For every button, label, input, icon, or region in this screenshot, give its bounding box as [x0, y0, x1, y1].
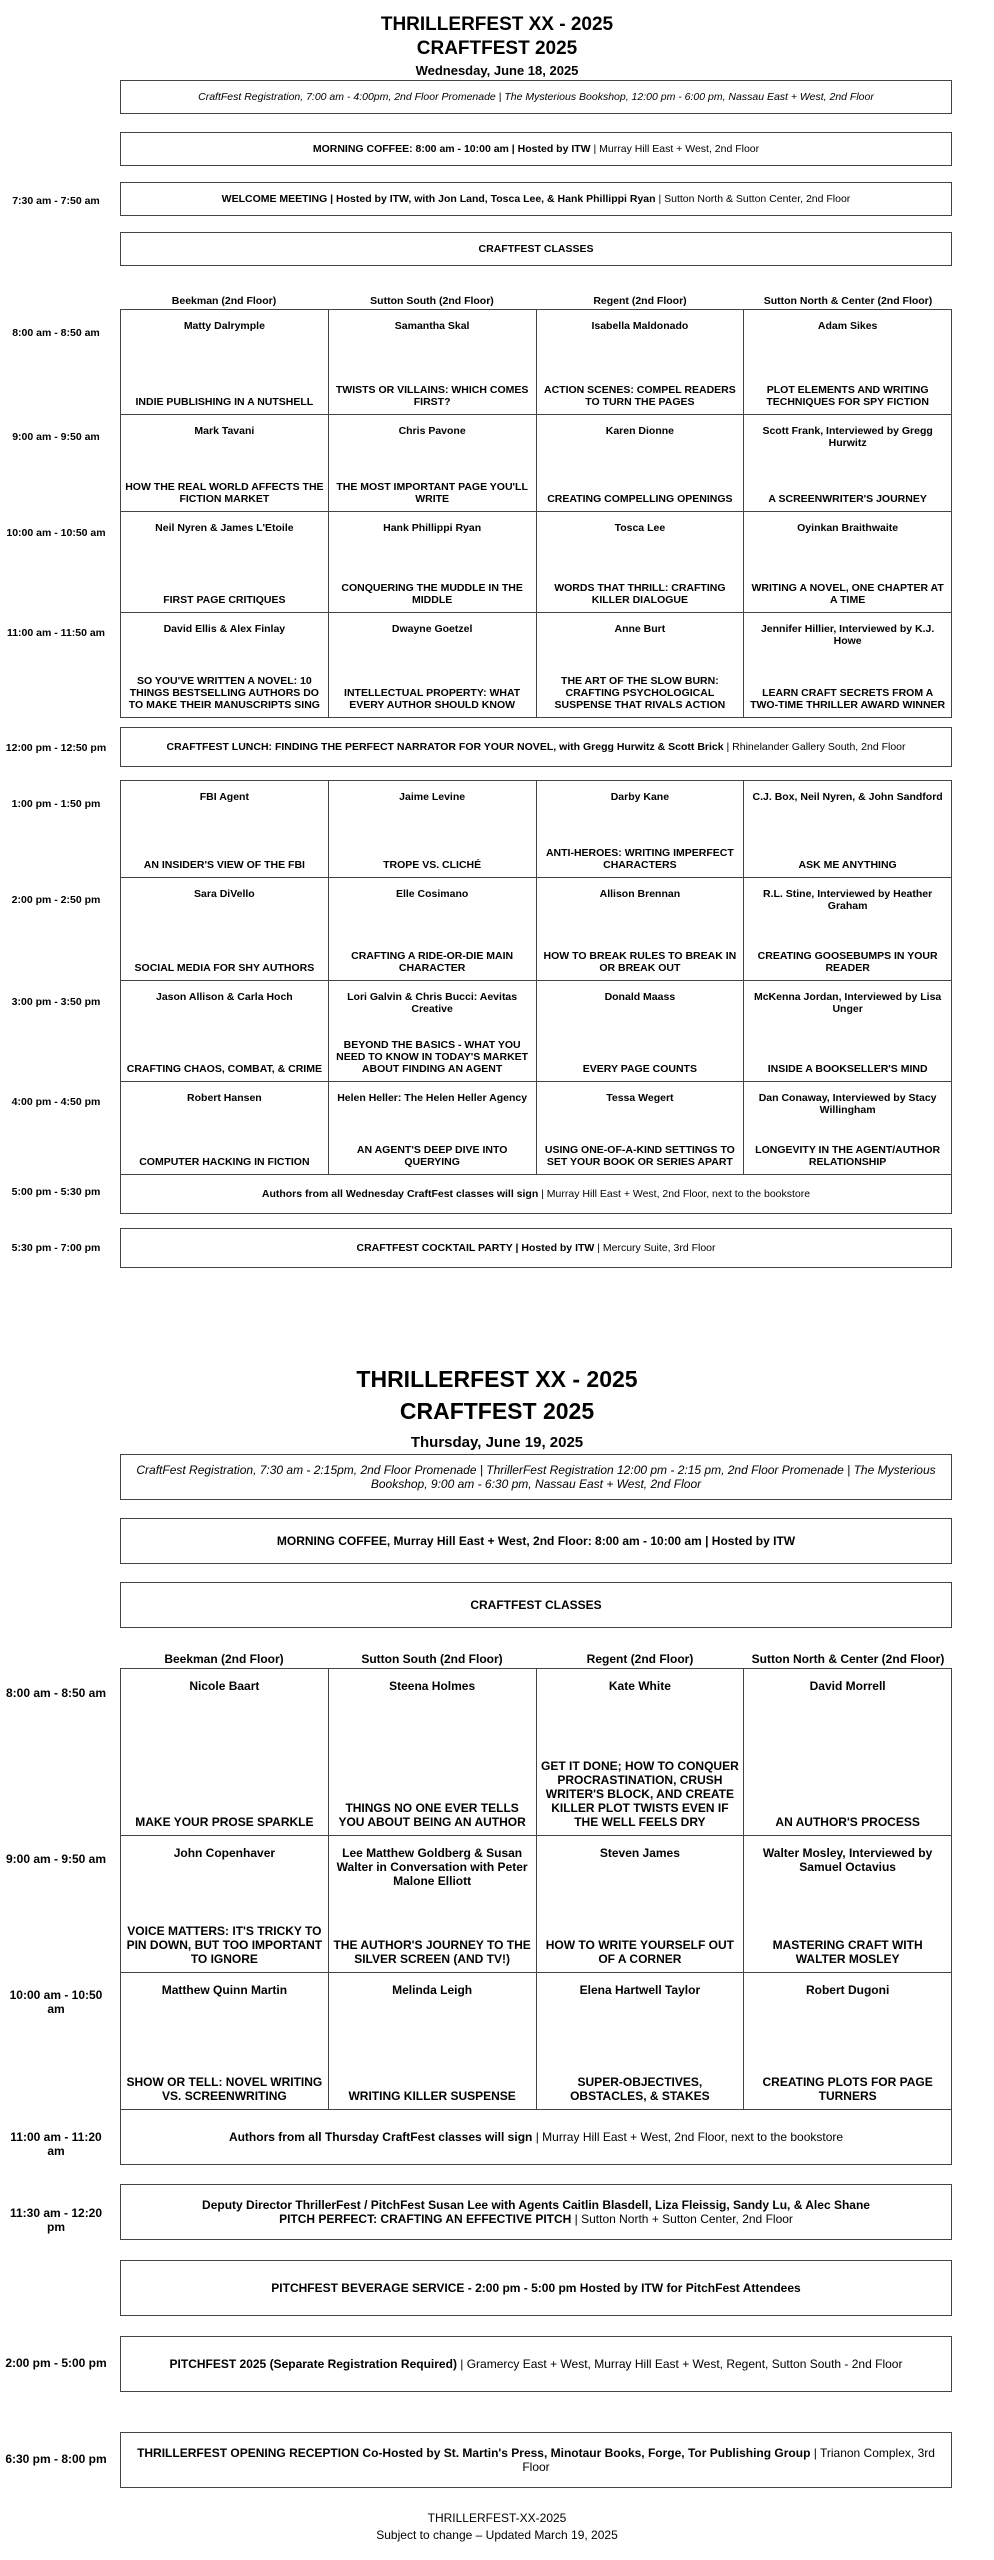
day1-date: Wednesday, June 18, 2025: [415, 63, 579, 78]
day2-pitch-perfect: Deputy Director ThrillerFest / PitchFest Susan Lee with Agents Caitlin Blasdell, Liza Fleissig, Sandy Lu, & Alec Shane PITCH PERFECT: CRAFTING AN EFFECTIVE PITCH | Sutton North + Sutton Center, 2nd Floor: [120, 2184, 952, 2240]
time-label: 2:00 pm - 2:50 pm: [11, 894, 101, 906]
session-speaker: C.J. Box, Neil Nyren, & John Sandford: [752, 791, 943, 803]
session-cell: [328, 310, 536, 415]
session-cell: [328, 781, 536, 878]
session-cell: [328, 512, 536, 613]
session-cell: [536, 878, 744, 981]
session-title: FIRST PAGE CRITIQUES: [163, 594, 286, 606]
day2-registration: CraftFest Registration, 7:30 am - 2:15pm, 2nd Floor Promenade | ThrillerFest Registration 12:00 pm - 2:15 pm, 2nd Floor Promenade | The Mysterious Bookshop, 9:00 am - 6:30 pm, Nassau East + West, 2nd Floor: [120, 1454, 952, 1500]
session-title: INTELLECTUAL PROPERTY: WHAT EVERY AUTHOR SHOULD KNOW: [344, 687, 521, 711]
session-cell: [744, 613, 952, 718]
session-speaker: Robert Dugoni: [805, 1983, 890, 1997]
session-title: CREATING COMPELLING OPENINGS: [547, 493, 733, 505]
time-label: 10:00 am - 10:50 am: [6, 527, 106, 539]
schedule-row: [121, 878, 952, 981]
session-speaker: Robert Hansen: [187, 1092, 262, 1104]
session-title: AN AUTHOR'S PROCESS: [775, 1815, 920, 1829]
session-speaker: Jason Allison & Carla Hoch: [156, 991, 293, 1003]
session-title: CRAFTING CHAOS, COMBAT, & CRIME: [126, 1063, 322, 1075]
session-speaker: Dwayne Goetzel: [391, 623, 473, 635]
session-speaker: Matthew Quinn Martin: [161, 1983, 288, 1997]
session-cell: [121, 1973, 329, 2110]
session-title: SHOW OR TELL: NOVEL WRITING VS. SCREENWRITING: [126, 2075, 323, 2103]
footer-event: THRILLERFEST-XX-2025: [427, 2511, 567, 2525]
session-cell: [328, 613, 536, 718]
day2-pitchfest: PITCHFEST 2025 (Separate Registration Required) | Gramercy East + West, Murray Hill East + West, Regent, Sutton South - 2nd Floor: [120, 2336, 952, 2392]
session-title: EVERY PAGE COUNTS: [582, 1063, 697, 1075]
session-title: PLOT ELEMENTS AND WRITING TECHNIQUES FOR SPY FICTION: [766, 384, 929, 408]
session-title: USING ONE-OF-A-KIND SETTINGS TO SET YOUR BOOK OR SERIES APART: [544, 1144, 735, 1168]
schedule-row: [121, 415, 952, 512]
time-label: 11:00 am - 11:20 am: [10, 2130, 102, 2158]
session-title: HOW TO WRITE YOURSELF OUT OF A CORNER: [545, 1938, 734, 1966]
day2-beverage-service: PITCHFEST BEVERAGE SERVICE - 2:00 pm - 5:00 pm Hosted by ITW for PitchFest Attendees: [120, 2260, 952, 2316]
time-label: 5:30 pm - 7:00 pm: [11, 1242, 101, 1254]
session-cell: [328, 878, 536, 981]
time-label: 6:30 pm - 8:00 pm: [5, 2452, 107, 2466]
session-cell: [121, 981, 329, 1082]
session-title: THINGS NO ONE EVER TELLS YOU ABOUT BEING AN AUTHOR: [338, 1801, 526, 1829]
session-cell: [744, 1973, 952, 2110]
day1-registration: CraftFest Registration, 7:00 am - 4:00pm, 2nd Floor Promenade | The Mysterious Bookshop, 12:00 pm - 6:00 pm, Nassau East + West, 2nd Floor: [120, 80, 952, 114]
schedule-row: [121, 1082, 952, 1175]
session-cell: [328, 981, 536, 1082]
session-speaker: Chris Pavone: [398, 425, 466, 437]
session-title: ANTI-HEROES: WRITING IMPERFECT CHARACTERS: [545, 847, 734, 871]
session-cell: [328, 415, 536, 512]
session-title: HOW TO BREAK RULES TO BREAK IN OR BREAK OUT: [543, 950, 737, 974]
session-cell: [121, 613, 329, 718]
day2-classes-label: CRAFTFEST CLASSES: [120, 1582, 952, 1628]
session-cell: [536, 613, 744, 718]
session-title: COMPUTER HACKING IN FICTION: [139, 1156, 310, 1168]
session-cell: [744, 512, 952, 613]
session-title: AN INSIDER'S VIEW OF THE FBI: [143, 859, 305, 871]
schedule-row: [121, 1669, 952, 1836]
session-cell: [536, 981, 744, 1082]
day2-schedule: [120, 1668, 952, 2110]
time-label: 12:00 pm - 12:50 pm: [5, 742, 107, 754]
session-speaker: Allison Brennan: [599, 888, 681, 900]
session-speaker: Helen Heller: The Helen Heller Agency: [337, 1092, 528, 1104]
session-speaker: Tessa Wegert: [606, 1092, 674, 1104]
session-speaker: Oyinkan Braithwaite: [797, 522, 899, 534]
time-label: 8:00 am - 8:50 am: [5, 1686, 107, 1700]
session-speaker: Steven James: [599, 1846, 680, 1860]
schedule-row: [121, 1973, 952, 2110]
session-title: MASTERING CRAFT WITH WALTER MOSLEY: [772, 1938, 923, 1966]
time-label: 10:00 am - 10:50 am: [9, 1988, 103, 2016]
session-cell: [744, 981, 952, 1082]
time-label: 8:00 am - 8:50 am: [12, 327, 100, 339]
session-cell: [328, 1082, 536, 1175]
day2-date: Thursday, June 19, 2025: [410, 1434, 584, 1451]
session-title: LEARN CRAFT SECRETS FROM A TWO-TIME THRILLER AWARD WINNER: [750, 687, 946, 711]
session-title: MAKE YOUR PROSE SPARKLE: [135, 1815, 314, 1829]
session-cell: [536, 1669, 744, 1836]
schedule-row: [121, 613, 952, 718]
session-cell: [744, 781, 952, 878]
session-speaker: R.L. Stine, Interviewed by Heather Graham: [763, 888, 933, 912]
session-cell: [744, 310, 952, 415]
session-title: BEYOND THE BASICS - WHAT YOU NEED TO KNOW IN TODAY'S MARKET ABOUT FINDING AN AGENT: [336, 1039, 529, 1075]
room-header: Sutton South (2nd Floor): [370, 295, 494, 307]
day2-title: THRILLERFEST XX - 2025: [356, 1366, 638, 1392]
session-cell: [121, 781, 329, 878]
session-cell: [328, 1836, 536, 1973]
session-speaker: FBI Agent: [199, 791, 249, 803]
session-speaker: Isabella Maldonado: [591, 320, 689, 332]
session-speaker: Kate White: [608, 1679, 671, 1693]
session-cell: [744, 1836, 952, 1973]
schedule-row: [121, 781, 952, 878]
footer-updated: Subject to change – Updated March 19, 2025: [376, 2527, 618, 2542]
session-cell: [744, 1082, 952, 1175]
session-cell: [744, 878, 952, 981]
session-speaker: Elle Cosimano: [395, 888, 469, 900]
session-title: CREATING GOOSEBUMPS IN YOUR READER: [757, 950, 938, 974]
session-speaker: Anne Burt: [614, 623, 666, 635]
session-title: CREATING PLOTS FOR PAGE TURNERS: [762, 2075, 933, 2103]
schedule-row: [121, 1836, 952, 1973]
session-cell: [121, 1082, 329, 1175]
session-speaker: Samantha Skal: [394, 320, 470, 332]
session-speaker: Jennifer Hillier, Interviewed by K.J. Howe: [760, 623, 935, 647]
day1-author-signing: Authors from all Wednesday CraftFest classes will sign | Murray Hill East + West, 2nd Floor, next to the bookstore: [120, 1174, 952, 1214]
session-title: WRITING KILLER SUSPENSE: [348, 2089, 516, 2103]
session-cell: [744, 1669, 952, 1836]
time-label: 7:30 am - 7:50 am: [12, 195, 100, 207]
time-label: 11:00 am - 11:50 am: [6, 627, 106, 639]
session-title: ASK ME ANYTHING: [798, 859, 897, 871]
day1-cocktail-party: CRAFTFEST COCKTAIL PARTY | Hosted by ITW | Mercury Suite, 3rd Floor: [120, 1228, 952, 1268]
session-title: CRAFTING A RIDE-OR-DIE MAIN CHARACTER: [351, 950, 514, 974]
room-header: Beekman (2nd Floor): [164, 1652, 284, 1666]
time-label: 4:00 pm - 4:50 pm: [11, 1096, 101, 1108]
session-title: A SCREENWRITER'S JOURNEY: [768, 493, 927, 505]
day1-morning-coffee: MORNING COFFEE: 8:00 am - 10:00 am | Hosted by ITW | Murray Hill East + West, 2nd Floor: [120, 132, 952, 166]
session-cell: [121, 310, 329, 415]
session-title: HOW THE REAL WORLD AFFECTS THE FICTION MARKET: [125, 481, 324, 505]
session-speaker: Dan Conaway, Interviewed by Stacy Willingham: [758, 1092, 937, 1116]
session-speaker: Neil Nyren & James L'Etoile: [155, 522, 294, 534]
room-header: Beekman (2nd Floor): [171, 295, 277, 307]
session-title: INDIE PUBLISHING IN A NUTSHELL: [135, 396, 314, 408]
session-speaker: John Copenhaver: [173, 1846, 276, 1860]
session-title: ACTION SCENES: COMPEL READERS TO TURN THE PAGES: [544, 384, 736, 408]
session-cell: [536, 415, 744, 512]
session-speaker: David Morrell: [809, 1679, 886, 1693]
day1-subtitle: CRAFTFEST 2025: [416, 38, 578, 59]
session-title: VOICE MATTERS: IT'S TRICKY TO PIN DOWN, BUT TOO IMPORTANT TO IGNORE: [126, 1924, 323, 1966]
room-header: Regent (2nd Floor): [586, 1652, 694, 1666]
room-header: Sutton North & Center (2nd Floor): [751, 1652, 945, 1666]
time-label: 9:00 am - 9:50 am: [12, 431, 100, 443]
schedule-row: [121, 512, 952, 613]
day2-morning-coffee: MORNING COFFEE, Murray Hill East + West, 2nd Floor: 8:00 am - 10:00 am | Hosted by ITW: [120, 1518, 952, 1564]
day2-subtitle: CRAFTFEST 2025: [399, 1398, 595, 1424]
time-label: 11:30 am - 12:20 pm: [9, 2206, 103, 2234]
session-cell: [536, 1082, 744, 1175]
session-title: TWISTS OR VILLAINS: WHICH COMES FIRST?: [335, 384, 529, 408]
session-cell: [536, 512, 744, 613]
session-cell: [536, 1836, 744, 1973]
time-label: 9:00 am - 9:50 am: [5, 1852, 107, 1866]
session-cell: [121, 1836, 329, 1973]
session-title: WORDS THAT THRILL: CRAFTING KILLER DIALOGUE: [554, 582, 726, 606]
session-speaker: Lee Matthew Goldberg & Susan Walter in Conversation with Peter Malone Elliott: [336, 1846, 528, 1888]
schedule-row: [121, 981, 952, 1082]
session-speaker: Darby Kane: [610, 791, 670, 803]
day1-lunch: CRAFTFEST LUNCH: FINDING THE PERFECT NARRATOR FOR YOUR NOVEL, with Gregg Hurwitz & Scott Brick | Rhinelander Gallery South, 2nd Floor: [120, 727, 952, 767]
session-speaker: Jaime Levine: [399, 791, 466, 803]
session-speaker: Karen Dionne: [605, 425, 674, 437]
session-cell: [536, 1973, 744, 2110]
session-speaker: Sara DiVello: [194, 888, 255, 900]
session-speaker: Hank Phillippi Ryan: [383, 522, 482, 534]
schedule-row: [121, 310, 952, 415]
session-title: THE MOST IMPORTANT PAGE YOU'LL WRITE: [336, 481, 528, 505]
session-title: GET IT DONE; HOW TO CONQUER PROCRASTINATION, CRUSH WRITER'S BLOCK, AND CREATE KILLER PLOT TWISTS EVEN IF THE WELL FEELS DRY: [540, 1759, 739, 1829]
session-speaker: David Ellis & Alex Finlay: [163, 623, 286, 635]
time-label: 2:00 pm - 5:00 pm: [5, 2356, 107, 2370]
room-header: Sutton South (2nd Floor): [361, 1652, 503, 1666]
session-speaker: Matty Dalrymple: [183, 320, 265, 332]
day2-author-signing: Authors from all Thursday CraftFest classes will sign | Murray Hill East + West, 2nd Floor, next to the bookstore: [120, 2109, 952, 2165]
day1-afternoon-schedule: [120, 780, 952, 1175]
session-speaker: McKenna Jordan, Interviewed by Lisa Unger: [753, 991, 942, 1015]
session-title: TROPE VS. CLICHÉ: [383, 859, 482, 871]
session-speaker: Walter Mosley, Interviewed by Samuel Octavius: [762, 1846, 933, 1874]
session-cell: [121, 512, 329, 613]
session-cell: [328, 1669, 536, 1836]
session-cell: [121, 415, 329, 512]
session-title: SOCIAL MEDIA FOR SHY AUTHORS: [134, 962, 315, 974]
session-cell: [121, 878, 329, 981]
session-speaker: Lori Galvin & Chris Bucci: Aevitas Creative: [347, 991, 518, 1015]
session-speaker: Donald Maass: [604, 991, 676, 1003]
session-title: LONGEVITY IN THE AGENT/AUTHOR RELATIONSHIP: [755, 1144, 941, 1168]
session-speaker: Scott Frank, Interviewed by Gregg Hurwitz: [762, 425, 933, 449]
session-cell: [121, 1669, 329, 1836]
session-speaker: Melinda Leigh: [392, 1983, 473, 1997]
session-speaker: Tosca Lee: [614, 522, 666, 534]
time-label: 1:00 pm - 1:50 pm: [11, 798, 101, 810]
session-title: CONQUERING THE MUDDLE IN THE MIDDLE: [341, 582, 523, 606]
session-cell: [536, 310, 744, 415]
time-label: 5:00 pm - 5:30 pm: [11, 1186, 101, 1198]
session-title: INSIDE A BOOKSELLER'S MIND: [767, 1063, 928, 1075]
session-cell: [328, 1973, 536, 2110]
session-title: SUPER-OBJECTIVES, OBSTACLES, & STAKES: [570, 2075, 710, 2103]
day1-welcome-meeting: WELCOME MEETING | Hosted by ITW, with Jon Land, Tosca Lee, & Hank Phillippi Ryan | Sutton North & Sutton Center, 2nd Floor: [120, 182, 952, 216]
session-speaker: Mark Tavani: [194, 425, 255, 437]
session-title: AN AGENT'S DEEP DIVE INTO QUERYING: [356, 1144, 508, 1168]
room-header: Regent (2nd Floor): [593, 295, 687, 307]
session-speaker: Nicole Baart: [189, 1679, 260, 1693]
room-header: Sutton North & Center (2nd Floor): [763, 295, 933, 307]
session-speaker: Steena Holmes: [389, 1679, 476, 1693]
time-label: 3:00 pm - 3:50 pm: [11, 996, 101, 1008]
session-title: THE AUTHOR'S JOURNEY TO THE SILVER SCREEN (AND TV!): [333, 1938, 531, 1966]
session-title: THE ART OF THE SLOW BURN: CRAFTING PSYCHOLOGICAL SUSPENSE THAT RIVALS ACTION: [554, 675, 726, 711]
session-speaker: Elena Hartwell Taylor: [579, 1983, 701, 1997]
session-title: WRITING A NOVEL, ONE CHAPTER AT A TIME: [751, 582, 944, 606]
session-speaker: Adam Sikes: [817, 320, 878, 332]
session-cell: [744, 415, 952, 512]
day1-morning-schedule: [120, 309, 952, 718]
session-cell: [536, 781, 744, 878]
day2-opening-reception: THRILLERFEST OPENING RECEPTION Co-Hosted by St. Martin's Press, Minotaur Books, Forge, Tor Publishing Group | Trianon Complex, 3rd Floor: [120, 2432, 952, 2488]
footer: [0, 2510, 994, 2544]
day1-classes-label: CRAFTFEST CLASSES: [120, 232, 952, 266]
session-title: SO YOU'VE WRITTEN A NOVEL: 10 THINGS BESTSELLING AUTHORS DO TO MAKE THEIR MANUSCRIPTS SING: [128, 675, 320, 711]
day1-title: THRILLERFEST XX - 2025: [380, 14, 614, 35]
